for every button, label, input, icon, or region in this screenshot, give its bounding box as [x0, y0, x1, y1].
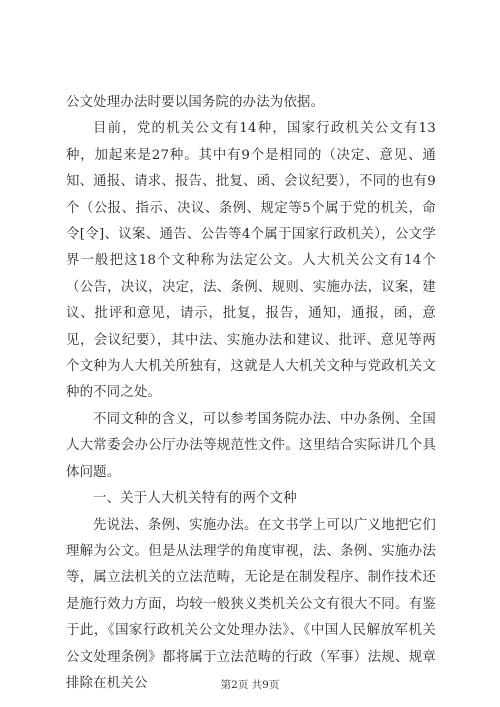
- section-heading: 一、关于人大机关特有的两个文种: [93, 491, 297, 507]
- document-body: [66, 90, 436, 697]
- page-footer: 第2页 共9页: [220, 679, 280, 691]
- paragraph-document-meanings: 不同文种的含义，可以参考国务院办法、中办条例、全国人大常委会办公厅办法等规范性文件。这里结合实际讲几个具体问题。: [66, 411, 436, 480]
- paragraph-law-regulations: 先说法、条例、实施办法。在文书学上可以广义地把它们理解为公文。但是从法理学的角度审视，法、条例、实施办法等，属立法机关的立法范畴，无论是在制发程序、制作技术还是施行效力方面，均较一般狭义类机关公文有很大不同。有鉴于此，《国家行政机关公文处理办法》、《中国人民解放军机关公文处理条例》都将属于立法范畴的行政（军事）法规、规章排除在机关公: [66, 517, 436, 691]
- paragraph-document-counts: 目前，党的机关公文有14种，国家行政机关公文有13种，加起来是27种。其中有9个是相同的（决定、意见、通知、通报、请求、报告、批复、函、会议纪要），不同的也有9个（公报、指示、决议、条例、规定等5个属于党的机关，命令[令]、议案、通告、公告等4个属于国家行政机关），公文学界一般把这18个文种称为法定公文。人大机关公文有14个（公告，决议，决定，法、条例、规则、实施办法，议案，建议、批评和意见，请示，批复，报告，通知，通报，函，意见，会议纪要），其中法、实施办法和建议、批评、意见等两个文种为人大机关所独有，这就是人大机关文种与党政机关文种的不同之处。: [66, 121, 436, 401]
- paragraph-continuation: 公文处理办法时要以国务院的办法为依据。: [66, 95, 325, 110]
